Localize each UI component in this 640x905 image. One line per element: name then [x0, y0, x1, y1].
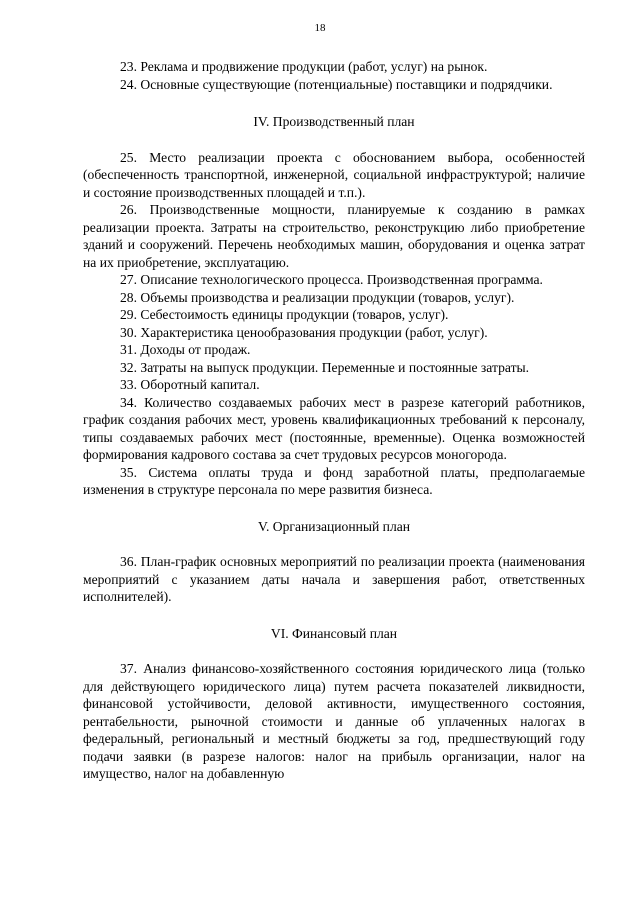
- paragraph-32: 32. Затраты на выпуск продукции. Переменные и постоянные затраты.: [120, 359, 530, 375]
- section-heading-production-plan: IV. Производственный план: [253, 114, 415, 129]
- section-heading-organizational-plan: V. Организационный план: [257, 518, 411, 534]
- paragraph-28: 28. Объемы производства и реализации продукции (товаров, услуг).: [120, 289, 515, 305]
- paragraph-25: 25. Место реализации проекта с обоснованием выбора, особенностей (обеспеченность транспортной, инженерной, социальной инфраструктурой; наличие и состояние производственных площадей и т.п.).: [83, 149, 585, 200]
- page-content: [83, 58, 585, 783]
- paragraph-27: 27. Описание технологического процесса. Производственная программа.: [120, 272, 543, 287]
- paragraph-37: 37. Анализ финансово-хозяйственного состояния юридического лица (только для действующего юридического лица) путем расчета показателей ликвидности, финансовой устойчивости, деловой активности, имущественного состояния, рентабельности, рыночной стоимости и данные об уплаченных налогах в федеральный, региональный и местный бюджеты за год, предшествующий году подачи заявки (в разрезе налогов: налог на прибыль организации, налог на имущество, налог на добавленную: [83, 661, 585, 781]
- section-heading-financial-plan: VI. Финансовый план: [270, 625, 398, 641]
- page-number: 18: [314, 22, 326, 34]
- paragraph-23: 23. Реклама и продвижение продукции (работ, услуг) на рынок.: [120, 59, 488, 74]
- paragraph-30: 30. Характеристика ценообразования продукции (работ, услуг).: [120, 324, 488, 340]
- paragraph-29: 29. Себестоимость единицы продукции (товаров, услуг).: [120, 307, 449, 322]
- paragraph-26: 26. Производственные мощности, планируемые к созданию в рамках реализации проекта. Затраты на строительство, реконструкцию либо приобретение зданий и сооружений. Перечень необходимых машин, оборудования и оценка затрат на их приобретение, эксплуатацию.: [83, 202, 585, 270]
- paragraph-35: 35. Система оплаты труда и фонд заработной платы, предполагаемые изменения в структуре персонала по мере развития бизнеса.: [83, 464, 585, 497]
- paragraph-34: 34. Количество создаваемых рабочих мест в разрезе категорий работников, график создания рабочих мест, уровень квалификационных требований к персоналу, типы создаваемых рабочих мест (постоянные, временные). Оценка возможностей формирования кадрового состава за счет трудовых ресурсов моногорода.: [83, 394, 585, 462]
- paragraph-24: 24. Основные существующие (потенциальные) поставщики и подрядчики.: [120, 76, 553, 92]
- paragraph-36: 36. План-график основных мероприятий по реализации проекта (наименования мероприятий с указанием даты начала и завершения работ, ответственных исполнителей).: [83, 554, 585, 604]
- paragraph-31: 31. Доходы от продаж.: [120, 342, 251, 357]
- paragraph-33: 33. Оборотный капитал.: [120, 377, 260, 392]
